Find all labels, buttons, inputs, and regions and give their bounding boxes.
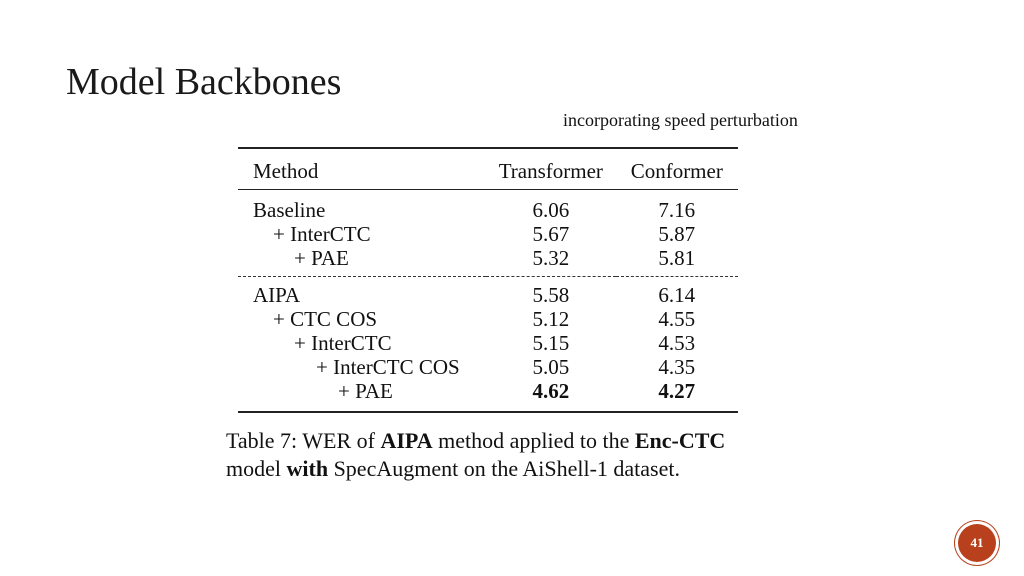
transformer-cell-best: 4.62 [486, 379, 615, 412]
caption-bold-enc-ctc: Enc-CTC [634, 428, 726, 453]
table-header-row [238, 148, 738, 190]
conformer-cell: 5.81 [658, 246, 696, 270]
table-row [238, 246, 738, 270]
table-row [238, 331, 738, 355]
method-cell: + PAE [294, 246, 349, 270]
transformer-cell: 5.58 [532, 283, 570, 307]
transformer-cell: 5.15 [532, 331, 570, 355]
slide-title: Model Backbones [66, 61, 342, 103]
header-conformer: Conformer [616, 148, 738, 190]
transformer-cell: 5.12 [532, 307, 570, 331]
transformer-cell: 6.06 [532, 198, 570, 222]
conformer-cell: 7.16 [658, 198, 696, 222]
table-row [238, 190, 738, 223]
caption-text: method applied to the [432, 428, 635, 453]
table-row [238, 277, 738, 308]
transformer-cell: 5.67 [532, 222, 570, 246]
header-transformer: Transformer [486, 148, 615, 190]
conformer-cell-best: 4.27 [616, 379, 738, 412]
method-cell: + PAE [238, 379, 486, 412]
subtitle-note: incorporating speed perturbation [563, 110, 798, 130]
method-cell: + CTC COS [273, 307, 378, 331]
conformer-cell: 5.87 [658, 222, 696, 246]
conformer-cell: 6.14 [658, 283, 696, 307]
header-method: Method [238, 148, 486, 190]
page-number-badge: 41 [958, 524, 996, 562]
table-row [238, 379, 738, 412]
conformer-cell: 4.55 [658, 307, 696, 331]
method-cell: + InterCTC [294, 331, 392, 355]
table-row [238, 355, 738, 379]
results-table [238, 147, 738, 413]
method-cell: AIPA [253, 283, 301, 307]
caption-text: Table 7: WER of [226, 428, 381, 453]
results-table-container [238, 147, 738, 413]
caption-bold-aipa: AIPA [380, 428, 433, 453]
method-cell: + InterCTC COS [316, 355, 460, 379]
table-row [238, 222, 738, 246]
transformer-cell: 5.05 [532, 355, 570, 379]
method-cell: Baseline [253, 198, 326, 222]
caption-text: SpecAugment on the AiShell-1 dataset. [328, 456, 680, 481]
method-cell: + InterCTC [273, 222, 371, 246]
conformer-cell: 4.53 [658, 331, 696, 355]
table-row [238, 307, 738, 331]
caption-text: model [226, 456, 287, 481]
conformer-cell: 4.35 [658, 355, 696, 379]
transformer-cell: 5.32 [532, 246, 570, 270]
table-caption [226, 427, 766, 483]
caption-bold-with: with [286, 456, 329, 481]
